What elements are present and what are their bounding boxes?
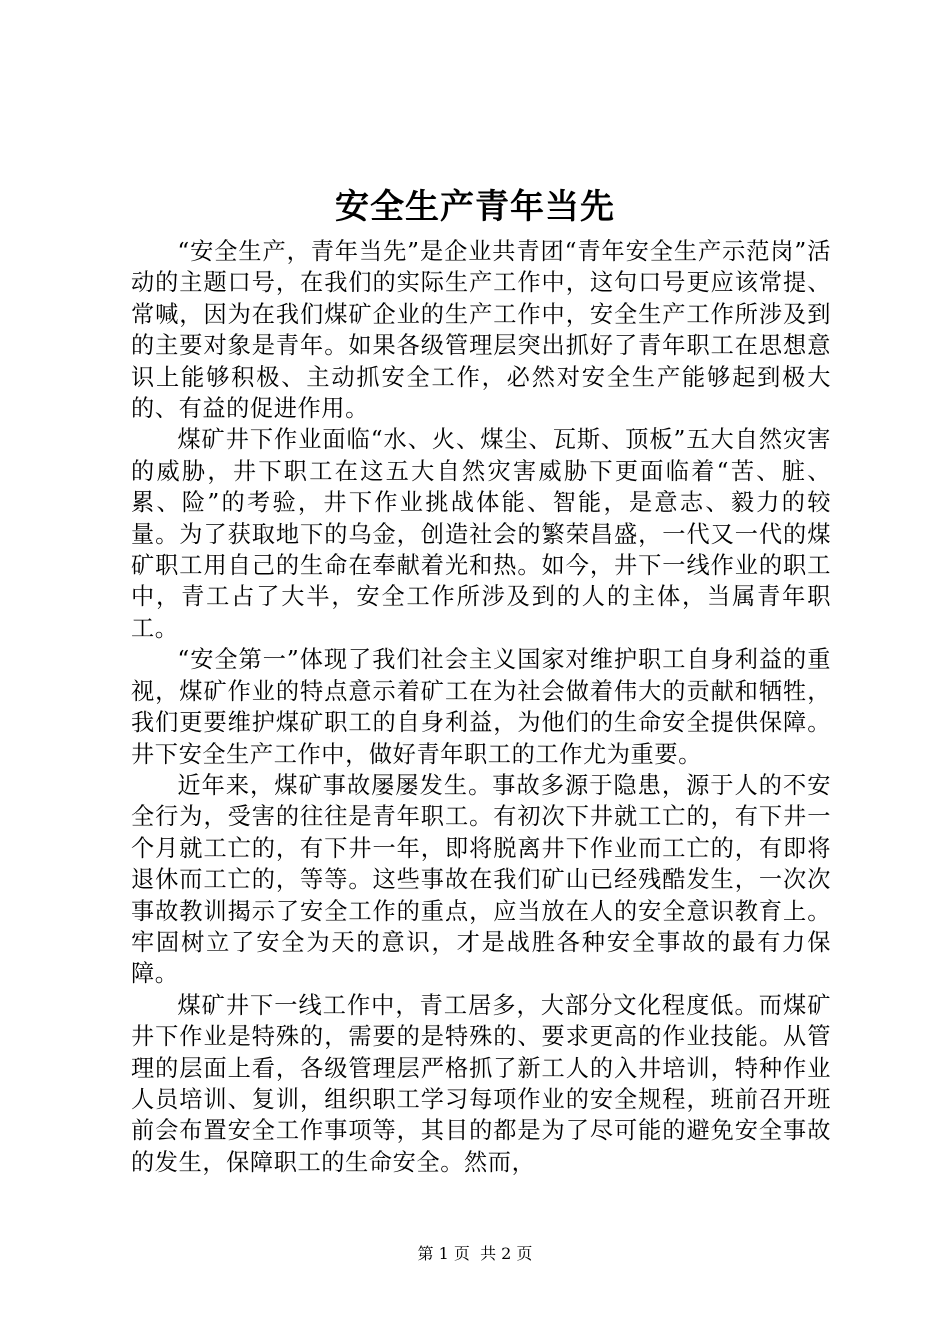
paragraph: 煤矿井下作业面临“水、火、煤尘、瓦斯、顶板”五大自然灾害的威胁，井下职工在这五大自然灾害威胁下更面临着“苦、脏、累、险”的考验，井下作业挑战体能、智能，是意志、毅力的较量。为了获取地下的乌金，创造社会的繁荣昌盛，一代又一代的煤矿职工用自己的生命在奉献着光和热。如今，井下一线作业的职工中，青工占了大半，安全工作所涉及到的人的主体，当属青年职工。 bbox=[131, 426, 831, 642]
page-number-label: 第 1 页 共 2 页 bbox=[417, 1244, 533, 1263]
paragraph: “安全生产，青年当先”是企业共青团“青年安全生产示范岗”活动的主题口号，在我们的实际生产工作中，这句口号更应该常提、常喊，因为在我们煤矿企业的生产工作中，安全生产工作所涉及到的主要对象是青年。如果各级管理层突出抓好了青年职工在思想意识上能够积极、主动抓安全工作，必然对安全生产能够起到极大的、有益的促进作用。 bbox=[131, 238, 831, 423]
paragraph: 近年来，煤矿事故屡屡发生。事故多源于隐患，源于人的不安全行为，受害的往往是青年职工。有初次下井就工亡的，有下井一个月就工亡的，有下井一年，即将脱离井下作业而工亡的，有即将退休而工亡的，等等。这些事故在我们矿山已经残酷发生，一次次事故教训揭示了安全工作的重点，应当放在人的安全意识教育上。牢固树立了安全为天的意识，才是战胜各种安全事故的最有力保障。 bbox=[131, 771, 831, 988]
paragraph: “安全第一”体现了我们社会主义国家对维护职工自身利益的重视，煤矿作业的特点意示着矿工在为社会做着伟大的贡献和牺牲，我们更要维护煤矿职工的自身利益，为他们的生命安全提供保障。井下安全生产工作中，做好青年职工的工作尤为重要。 bbox=[131, 646, 831, 768]
document-body bbox=[131, 236, 831, 1178]
page-footer bbox=[0, 1243, 950, 1265]
paragraph: 煤矿井下一线工作中，青工居多，大部分文化程度低。而煤矿井下作业是特殊的，需要的是特殊的、要求更高的作业技能。从管理的层面上看，各级管理层严格抓了新工人的入井培训，特种作业人员培训、复训，组织职工学习每项作业的安全规程，班前召开班前会布置安全工作事项等，其目的都是为了尽可能的避免安全事故的发生，保障职工的生命安全。然而， bbox=[131, 991, 831, 1176]
document-title: 安全生产青年当先 bbox=[335, 187, 615, 227]
